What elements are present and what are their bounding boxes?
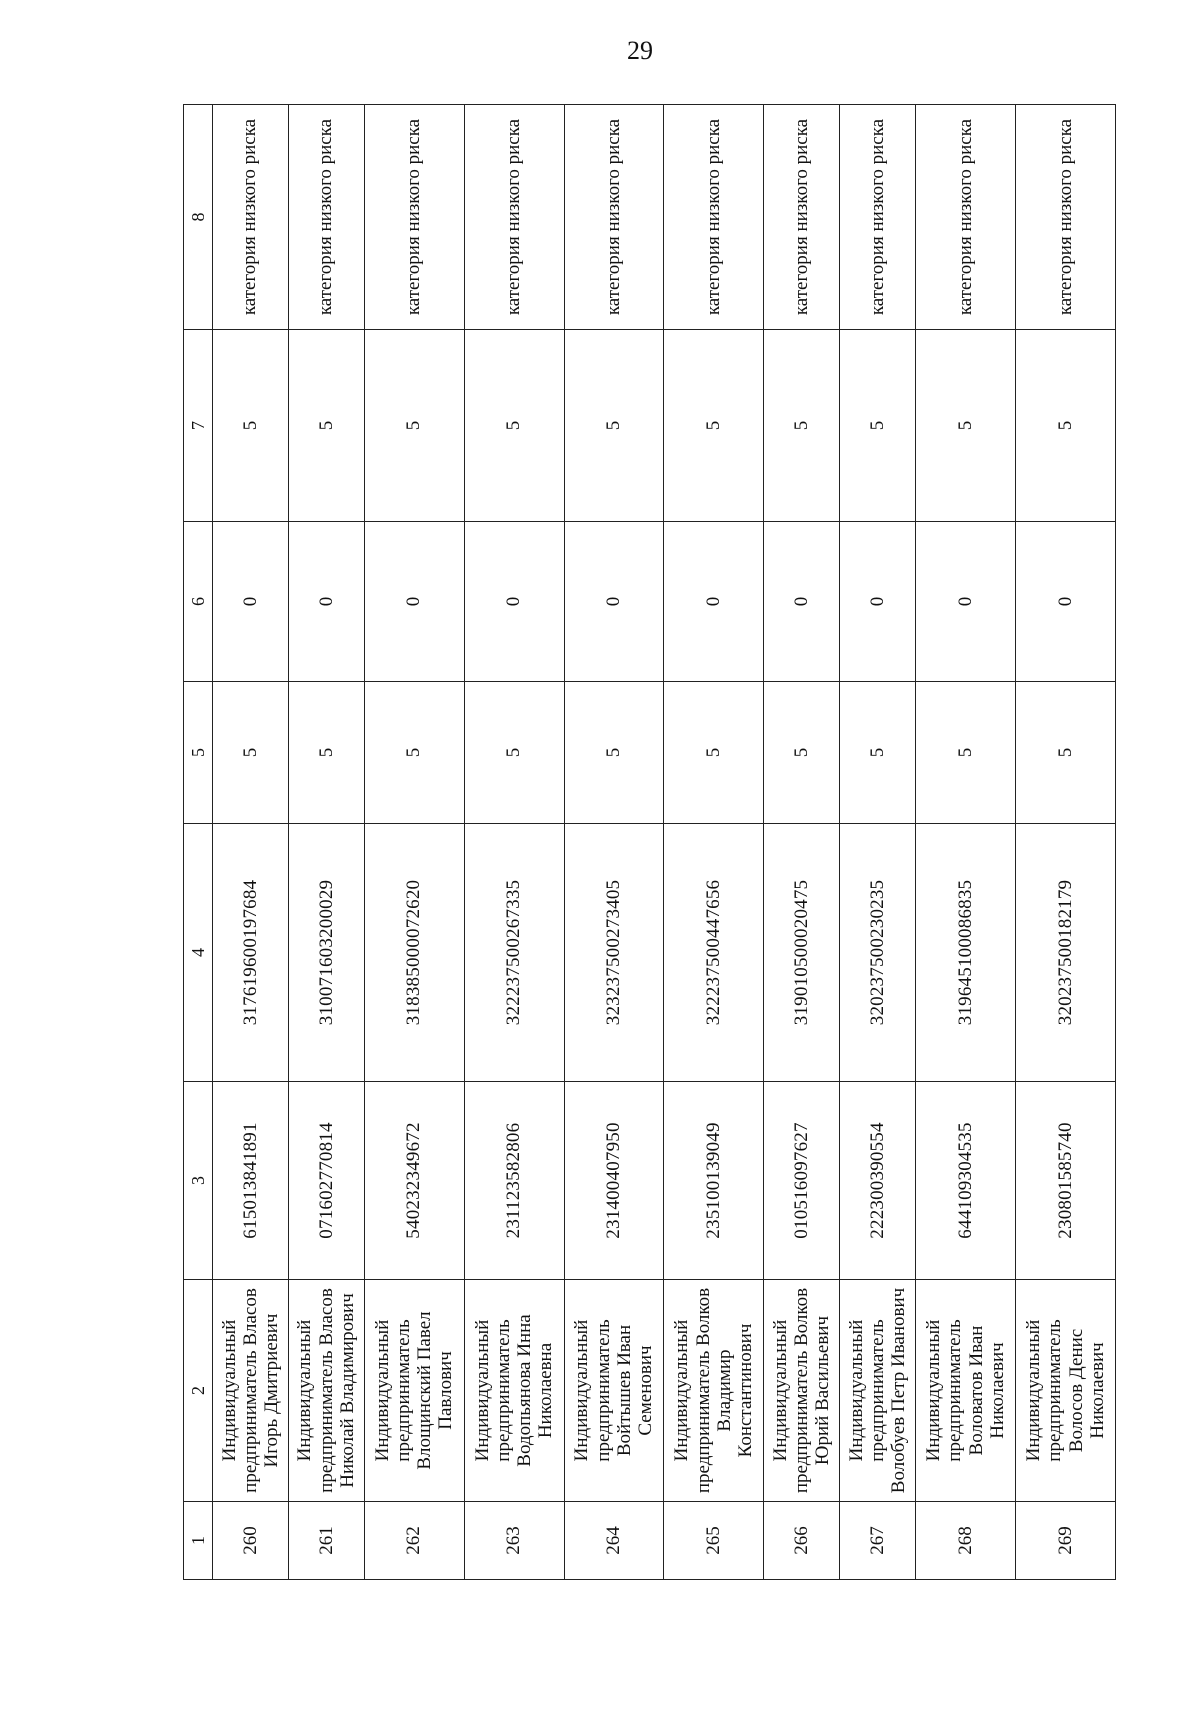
row-number: 260 (213, 1502, 289, 1580)
col5-cell: 5 (364, 682, 464, 824)
page-number: 29 (627, 36, 653, 65)
col6-cell: 0 (764, 522, 840, 682)
risk-category-cell: категория низкого риска (564, 105, 664, 330)
col6-cell: 0 (916, 522, 1016, 682)
row-number: 268 (916, 1502, 1016, 1580)
row-number: 265 (664, 1502, 764, 1580)
table-row (664, 105, 764, 1580)
entrepreneur-name: Индивидуальный предприниматель Влощинский Павел Павлович (364, 1280, 464, 1502)
ogrnip-cell: 310071603200029 (288, 824, 364, 1082)
col5-cell: 5 (564, 682, 664, 824)
ogrnip-cell: 318385000072620 (364, 824, 464, 1082)
col5-cell: 5 (916, 682, 1016, 824)
col-header: 6 (184, 522, 213, 682)
col-header: 3 (184, 1082, 213, 1280)
entrepreneur-name: Индивидуальный предприниматель Власов Николай Владимирович (288, 1280, 364, 1502)
col6-cell: 0 (364, 522, 464, 682)
table-row (364, 105, 464, 1580)
table-row (564, 105, 664, 1580)
ogrnip-cell: 320237500182179 (1016, 824, 1116, 1082)
col7-cell: 5 (916, 330, 1016, 522)
table-row (1016, 105, 1116, 1580)
rotated-table-container (183, 105, 1116, 1580)
col7-cell: 5 (764, 330, 840, 522)
ogrnip-cell: 317619600197684 (213, 824, 289, 1082)
table-row (840, 105, 916, 1580)
col6-cell: 0 (840, 522, 916, 682)
inn-cell: 235100139049 (664, 1082, 764, 1280)
inn-cell: 644109304535 (916, 1082, 1016, 1280)
col6-cell: 0 (464, 522, 564, 682)
ogrnip-cell: 323237500273405 (564, 824, 664, 1082)
inn-cell: 540232349672 (364, 1082, 464, 1280)
table-row (288, 105, 364, 1580)
col7-cell: 5 (364, 330, 464, 522)
risk-category-cell: категория низкого риска (364, 105, 464, 330)
entrepreneur-name: Индивидуальный предприниматель Войтышев Иван Семенович (564, 1280, 664, 1502)
entrepreneur-name: Индивидуальный предприниматель Власов Игорь Дмитриевич (213, 1280, 289, 1502)
entrepreneur-name: Индивидуальный предприниматель Волобуев Петр Иванович (840, 1280, 916, 1502)
col-header: 2 (184, 1280, 213, 1502)
col-header: 4 (184, 824, 213, 1082)
inn-cell: 231123582806 (464, 1082, 564, 1280)
col5-cell: 5 (464, 682, 564, 824)
row-number: 267 (840, 1502, 916, 1580)
col5-cell: 5 (764, 682, 840, 824)
row-number: 261 (288, 1502, 364, 1580)
entrepreneur-name: Индивидуальный предприниматель Воловатов Иван Николаевич (916, 1280, 1016, 1502)
risk-category-cell: категория низкого риска (764, 105, 840, 330)
col7-cell: 5 (664, 330, 764, 522)
col6-cell: 0 (664, 522, 764, 682)
entrepreneur-name: Индивидуальный предприниматель Водопьянова Инна Николаевна (464, 1280, 564, 1502)
ogrnip-cell: 319645100086835 (916, 824, 1016, 1082)
risk-category-cell: категория низкого риска (916, 105, 1016, 330)
col6-cell: 0 (213, 522, 289, 682)
table-row (764, 105, 840, 1580)
risk-category-cell: категория низкого риска (1016, 105, 1116, 330)
table-row (213, 105, 289, 1580)
col-header: 7 (184, 330, 213, 522)
entrepreneur-name: Индивидуальный предприниматель Волосов Денис Николаевич (1016, 1280, 1116, 1502)
col5-cell: 5 (288, 682, 364, 824)
risk-category-cell: категория низкого риска (464, 105, 564, 330)
row-number: 264 (564, 1502, 664, 1580)
table-row (916, 105, 1016, 1580)
col6-cell: 0 (564, 522, 664, 682)
col6-cell: 0 (1016, 522, 1116, 682)
ogrnip-cell: 322237500267335 (464, 824, 564, 1082)
col-header: 1 (184, 1502, 213, 1580)
row-number: 262 (364, 1502, 464, 1580)
inn-cell: 230801585740 (1016, 1082, 1116, 1280)
row-number: 266 (764, 1502, 840, 1580)
col-header: 8 (184, 105, 213, 330)
col6-cell: 0 (288, 522, 364, 682)
ogrnip-cell: 322237500447656 (664, 824, 764, 1082)
col7-cell: 5 (564, 330, 664, 522)
registry-table (183, 104, 1116, 1580)
risk-category-cell: категория низкого риска (664, 105, 764, 330)
col5-cell: 5 (840, 682, 916, 824)
col7-cell: 5 (1016, 330, 1116, 522)
inn-cell: 010516097627 (764, 1082, 840, 1280)
ogrnip-cell: 320237500230235 (840, 824, 916, 1082)
col7-cell: 5 (840, 330, 916, 522)
entrepreneur-name: Индивидуальный предприниматель Волков Владимир Константинович (664, 1280, 764, 1502)
col7-cell: 5 (464, 330, 564, 522)
header-row (184, 105, 213, 1580)
risk-category-cell: категория низкого риска (213, 105, 289, 330)
ogrnip-cell: 319010500020475 (764, 824, 840, 1082)
inn-cell: 222300390554 (840, 1082, 916, 1280)
inn-cell: 071602770814 (288, 1082, 364, 1280)
col-header: 5 (184, 682, 213, 824)
col7-cell: 5 (288, 330, 364, 522)
col5-cell: 5 (213, 682, 289, 824)
inn-cell: 615013841891 (213, 1082, 289, 1280)
row-number: 269 (1016, 1502, 1116, 1580)
row-number: 263 (464, 1502, 564, 1580)
col7-cell: 5 (213, 330, 289, 522)
table-row (464, 105, 564, 1580)
col5-cell: 5 (1016, 682, 1116, 824)
col5-cell: 5 (664, 682, 764, 824)
entrepreneur-name: Индивидуальный предприниматель Волков Юрий Васильевич (764, 1280, 840, 1502)
inn-cell: 231400407950 (564, 1082, 664, 1280)
risk-category-cell: категория низкого риска (840, 105, 916, 330)
risk-category-cell: категория низкого риска (288, 105, 364, 330)
